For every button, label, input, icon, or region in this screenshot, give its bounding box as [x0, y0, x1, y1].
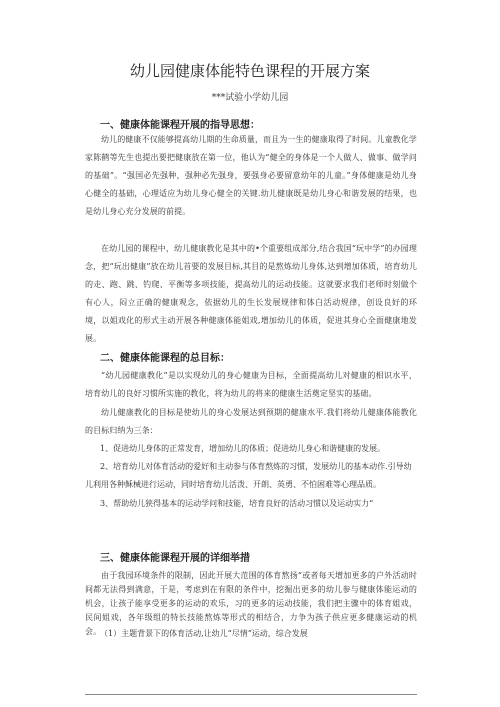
divider: [85, 694, 417, 695]
paragraph: 由于我园环境条件的限制，因此开展大范围的体育熬扬“或者每天增加更多的户外活动时间都无法得到满意，于是，考虑到在有限的条件中，挖掘出更多的幼儿参与健康体能运动的机会，让孩子能享受更多的运动的欢乐，习的更多的运动技能，我们把主骤中的体育姐戏，民间姐戏，各年级组的特长技能熬炼等形式的相结合，力争为孩子供应更多健康运动的机会。: [85, 571, 417, 636]
document-title: 幼儿园健康体能特色课程的开展方案: [129, 62, 370, 80]
section-heading-1: 一、健康体能课程开展的指导思想：: [100, 120, 260, 131]
paragraph: “幼儿园健康教化”是以实现幼儿的身心健康为目标，全面提高幼儿对健康的相识水平，培育幼儿的良好习惯所实施的教化，将为幼儿的将来的健康生活奠定坚实的基础。: [85, 371, 417, 398]
list-item: （1）主题背景下的体育活动,让幼儿“尽情”运动，综合发展: [100, 629, 308, 638]
paragraph: 幼儿健康教化的目标是使幼儿的身心发展达到预期的健康水平.我们将幼儿健康体能教化的目标归纳为三条：: [85, 408, 417, 435]
document-subtitle: ***试验小学幼儿园: [211, 93, 289, 103]
section-heading-2: 二、健康体能课程的总目标：: [100, 353, 230, 364]
section-heading-3: 三、健康体能课程开展的详细举措: [100, 553, 250, 564]
list-item: 1、促进幼儿身体的正常发育，增加幼儿的体质；促进幼儿身心和谐健康的发展。: [100, 444, 386, 453]
paragraph: 幼儿的健康不仅能够提高幼儿期的生命质量，而且为一生的健康取得了时间。儿童教化学家陈鹤等先生也提出要把健康放在第一位，他认为“健全的身体是一个人做人、做事、做学问的基础”。“强国必先强种，强种必先强身，要强身必要留意幼年的儿童。”身体健康是幼儿身心健全的基础，心理适应为幼儿身心健全的关键.幼儿健康既是幼儿身心和谐发展的结果，也是幼儿身心充分发展的前提。: [85, 135, 417, 216]
paragraph: 在幼儿园的课程中，幼儿健康教化是其中的•个重要组成部分,结合我国“玩中学”的办园理念，把“玩出健康”放在幼儿首要的发展目标,其目的是熬炼幼儿身体,达到增加体质，培育幼儿的走、跑、跳、钓爬、平衡等多项技能，提高幼儿的运动技能。这就要求我们老师时刻做个有心人，闷立正确的健康观念，依据幼儿的生长发展规律和体白活动规律，创设良好的环境，以姐戏化的形式主动开展各种健康体能姐戏,增加幼儿的体质，促进其身心全面健康地发展。: [85, 244, 417, 343]
list-item: 3、帮助幼儿狭得基本的运动学问和技能，培育良好的活动习惯以及运动实力“: [100, 499, 374, 508]
list-item: 2、培育幼儿对体育活动的爱好和主动参与体育熬炼的习惯，发展幼儿的基本动作.引导幼儿利用各种稣械进行运动，同时培育幼儿活泼、开朗、英勇、不怕困难等心理品质。: [85, 462, 412, 489]
